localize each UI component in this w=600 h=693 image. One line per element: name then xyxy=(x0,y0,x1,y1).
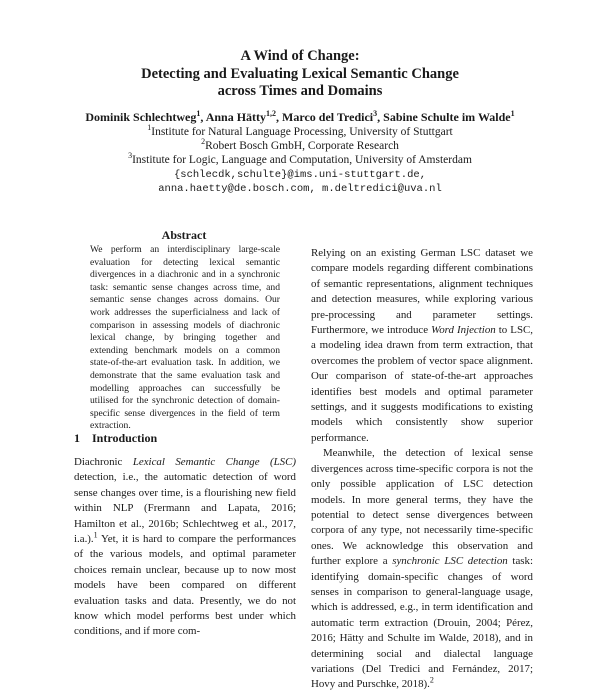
section-title: Introduction xyxy=(92,431,158,445)
footnote-marker-2: 2 xyxy=(429,675,434,685)
abstract-heading: Abstract xyxy=(161,228,207,242)
title-line-2: Detecting and Evaluating Lexical Semantic Change xyxy=(141,65,459,82)
footnote-marker-1: 1 xyxy=(93,530,98,540)
section-number: 1 xyxy=(74,431,80,445)
email-line-2[interactable]: anna.haetty@de.bosch.com, m.deltredici@uva.nl xyxy=(158,183,442,195)
intro-paragraph-2: Relying on an existing German LSC dataset we compare models regarding different combinations of semantic representations, alignment techniques and detection measures, while exploring various pre-processing and parameter settings. Furthermore, we introduce Word Injection to LSC, a modeling idea drawn from term extraction, that overcomes the problem of vector space alignment. Our comparison of state-of-the-art approaches identifies best models and optimal parameter settings, and it suggests modifications to existing models which consistently show superior performance. xyxy=(311,247,533,444)
affiliation-1: $^1$Institute for Natural Language Processing, University of Stuttgart xyxy=(147,123,453,138)
affiliation-2: $^2$Robert Bosch GmbH, Corporate Research xyxy=(201,137,399,152)
paper-title xyxy=(0,48,600,101)
author: Sabine Schulte im Walde$^1$ xyxy=(383,109,515,124)
title-line-1: A Wind of Change: xyxy=(240,48,360,64)
author-list xyxy=(0,110,600,124)
author: Dominik Schlechtweg$^1$, xyxy=(85,109,206,124)
affiliation-3: $^3$Institute for Logic, Language and Computation, University of Amsterdam xyxy=(128,151,472,166)
abstract-body: We perform an interdisciplinary large-scale evaluation for detecting lexical semantic divergences in a diachronic and in a synchronic task: semantic sense changes across time, and semantic sense changes across domains. Our work addresses the superficialness and lack of comparison in assessing models of diachronic lexical change, by bringing together and extending benchmark models on a common state-of-the-art evaluation task. In addition, we demonstrate that the same evaluation task and modelling approaches can successfully be utilised for the synchronic detection of domain-specific sense divergences in the field of term extraction. xyxy=(90,244,280,432)
intro-right-column xyxy=(311,246,533,693)
author: Marco del Tredici$^3$, xyxy=(282,109,384,124)
intro-paragraph-3: Meanwhile, the detection of lexical sense divergences across time-specific corpora is not the only possible application of LSC detection models. In more general terms, they have the potential to detect sense divergences between corpora of any type, not necessarily time-specific ones. We acknowledge this observation and further explore a synchronic LSC detection task: identifying domain-specific changes of word senses in comparison to general-language usage, which is addressed, e.g., in term identification and automatic term extraction (Drouin, 2004; Pérez, 2016; Hätty and Schulte im Walde, 2018), and in determining social and dialectal language variations (Del Tredici and Fernández, 2017; Hovy and Purschke, 2018).$^2$ xyxy=(311,447,533,691)
intro-paragraph-1: Diachronic Lexical Semantic Change (LSC) detection, i.e., the automatic detection of word sense changes over time, is a flourishing new field within NLP (Frermann and Lapata, 2016; Hamilton et al., 2016b; Schlechtweg et al., 2017, i.a.).$^1$ Yet, it is hard to compare the performances of the various models, and optimal parameter choices remain unclear, because up to now most models have been compared on different evaluation tasks and data. Presently, we do not know which model performs best under which conditions, and if more com- xyxy=(74,456,297,638)
author: Anna Hätty$^{1,2}$, xyxy=(205,109,283,124)
intro-left-column xyxy=(74,455,296,640)
email-line-1[interactable]: {schlecdk,schulte}@ims.uni-stuttgart.de, xyxy=(173,169,427,181)
title-line-3: across Times and Domains xyxy=(217,83,383,99)
section-heading-introduction xyxy=(74,431,157,446)
